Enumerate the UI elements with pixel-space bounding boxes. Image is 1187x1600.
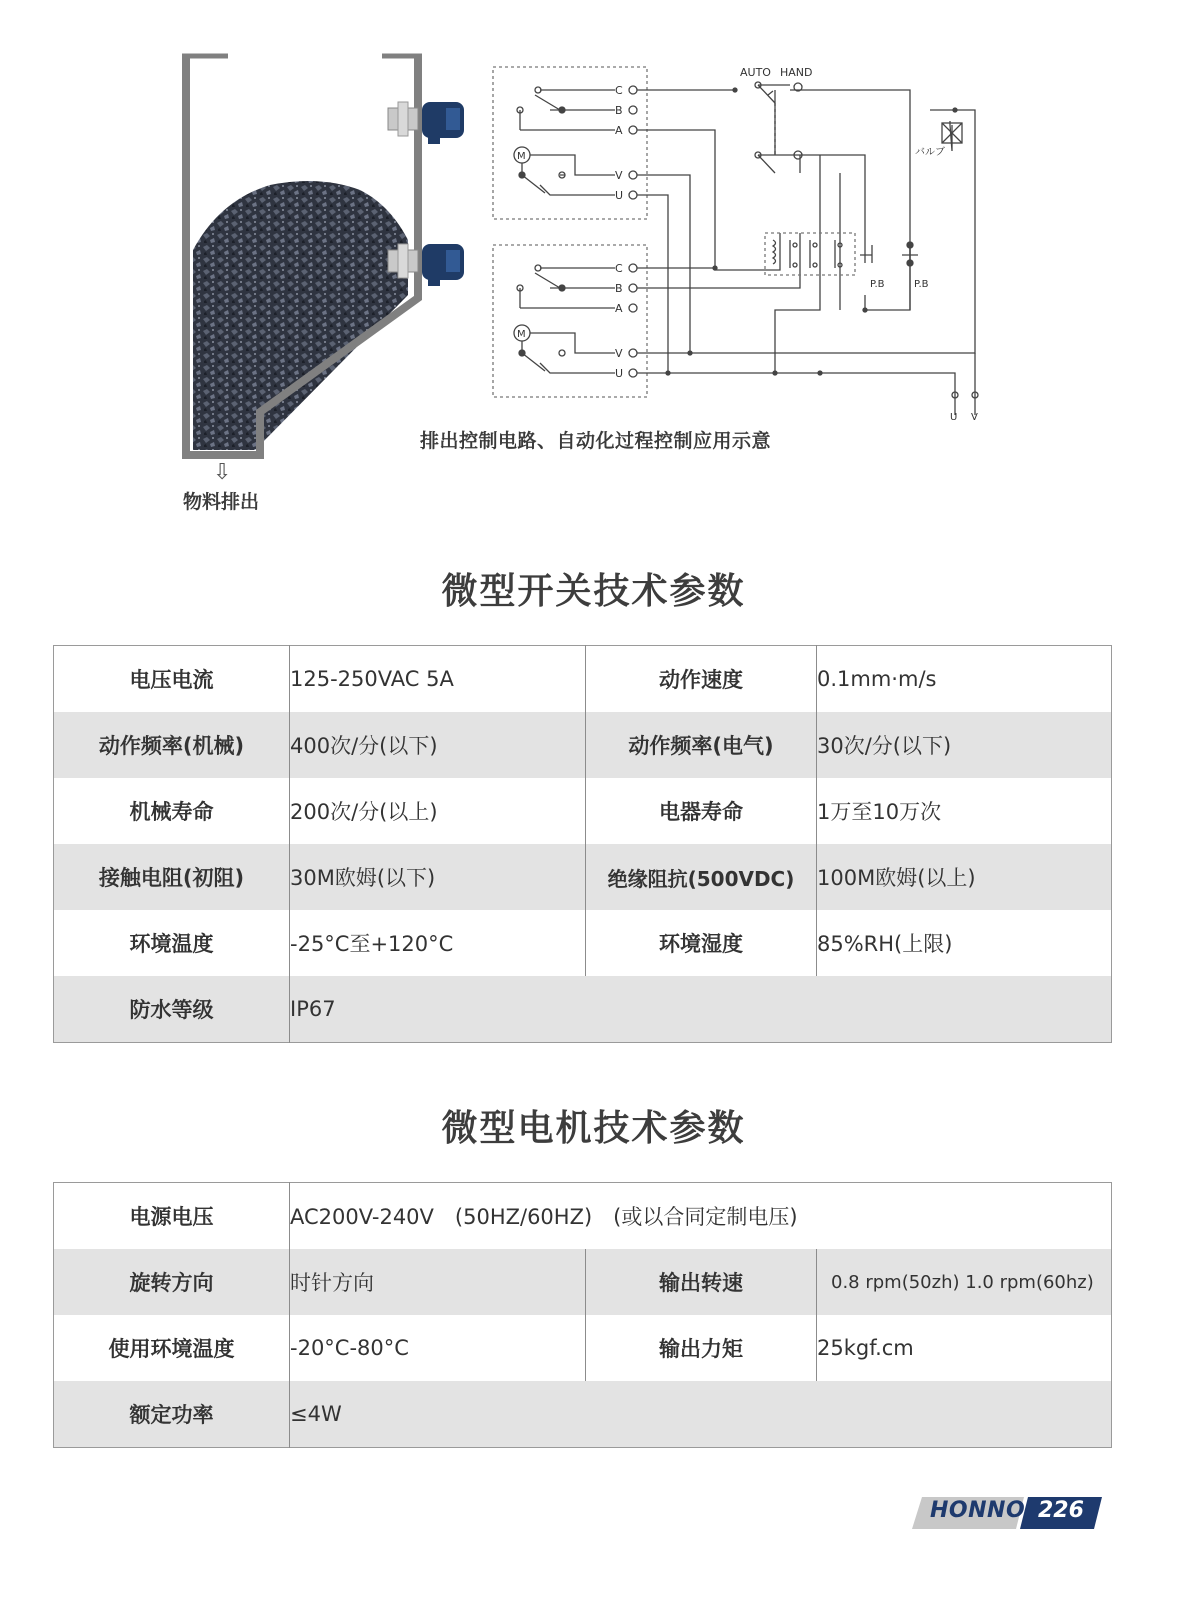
spec-value: 30次/分(以下): [817, 712, 1112, 778]
spec-label: 输出转速: [586, 1249, 817, 1315]
pushbutton-label: P.B: [870, 279, 885, 290]
spec-value: IP67: [290, 976, 1112, 1043]
terminal-label: U: [615, 367, 624, 380]
spec-label: 防水等级: [54, 976, 290, 1043]
contacts-upper: [514, 86, 637, 199]
table-row: [54, 646, 1112, 713]
pushbutton-label: P.B: [914, 279, 929, 290]
terminal-label: V: [615, 347, 623, 360]
discharge-arrow-icon: ⇩: [213, 460, 232, 485]
table-row: [54, 778, 1112, 844]
level-switch-upper: [388, 102, 464, 144]
spec-label: 旋转方向: [54, 1249, 290, 1315]
spec-value: -25°C至+120°C: [290, 910, 586, 976]
contacts-lower: [514, 264, 637, 377]
motor-spec-table: [53, 1182, 1112, 1448]
spec-value: 100M欧姆(以上): [817, 844, 1112, 910]
table-row: [54, 844, 1112, 910]
diagram-caption: 排出控制电路、自动化过程控制应用示意: [420, 430, 772, 452]
spec-label: 机械寿命: [54, 778, 290, 844]
spec-label: 电器寿命: [586, 778, 817, 844]
terminal-label: A: [615, 124, 623, 137]
spec-label: 动作频率(机械): [54, 712, 290, 778]
spec-value: 时针方向: [290, 1249, 586, 1315]
terminal-label: V: [615, 169, 623, 182]
spec-label: 使用环境温度: [54, 1315, 290, 1381]
hand-label: HAND: [780, 66, 813, 79]
spec-value: 125-250VAC 5A: [290, 646, 586, 713]
supply-label: V: [971, 412, 978, 423]
spec-value: 25kgf.cm: [817, 1315, 1112, 1381]
table-row: [54, 1315, 1112, 1381]
spec-value: 400次/分(以下): [290, 712, 586, 778]
spec-label: 电压电流: [54, 646, 290, 713]
terminal-label: B: [615, 104, 623, 117]
switch-section-title: 微型开关技术参数: [441, 571, 746, 612]
supply-label: U: [950, 412, 958, 423]
terminal-label: U: [615, 189, 624, 202]
spec-label: 动作频率(电气): [586, 712, 817, 778]
terminal-label: B: [615, 282, 623, 295]
spec-value: 200次/分(以上): [290, 778, 586, 844]
spec-label: 额定功率: [54, 1381, 290, 1448]
push-buttons: [860, 242, 918, 266]
spec-value: 85%RH(上限): [817, 910, 1112, 976]
spec-label: 绝缘阻抗(500VDC): [586, 844, 817, 910]
control-circuit-diagram: [490, 55, 1010, 435]
spec-label: 动作速度: [586, 646, 817, 713]
spec-value: ≤4W: [290, 1381, 1112, 1448]
terminal-label: A: [615, 302, 623, 315]
spec-label: 接触电阻(初阻): [54, 844, 290, 910]
valve-label: バルブ: [915, 147, 945, 158]
terminal-label: C: [615, 84, 623, 97]
table-row: [54, 976, 1112, 1043]
page-number: 226: [1038, 1498, 1084, 1523]
spec-label: 环境湿度: [586, 910, 817, 976]
spec-value: 0.1mm·m/s: [817, 646, 1112, 713]
auto-label: AUTO: [740, 66, 771, 79]
wiring: [637, 85, 975, 415]
table-row: [54, 910, 1112, 976]
spec-label: 输出力矩: [586, 1315, 817, 1381]
spec-value: AC200V-240V (50HZ/60HZ) (或以合同定制电压): [290, 1183, 1112, 1250]
spec-value: 30M欧姆(以下): [290, 844, 586, 910]
table-row: [54, 712, 1112, 778]
relay-block: [765, 233, 855, 275]
terminal-label: C: [615, 262, 623, 275]
spec-value: 1万至10万次: [817, 778, 1112, 844]
motor-symbol: M: [517, 151, 526, 162]
brand-logo: HONNO: [930, 1498, 1026, 1523]
auto-hand-selector: [755, 82, 802, 173]
discharge-label: 物料排出: [183, 491, 260, 513]
spec-value: -20°C-80°C: [290, 1315, 586, 1381]
spec-value: 0.8 rpm(50zh) 1.0 rpm(60hz): [817, 1249, 1112, 1315]
table-row: [54, 1381, 1112, 1448]
spec-label: 电源电压: [54, 1183, 290, 1250]
table-row: [54, 1183, 1112, 1250]
material-pile: [193, 181, 408, 450]
table-row: [54, 1249, 1112, 1315]
motor-section-title: 微型电机技术参数: [441, 1108, 746, 1149]
motor-symbol: M: [517, 329, 526, 340]
spec-label: 环境温度: [54, 910, 290, 976]
switch-spec-table: [53, 645, 1112, 1043]
